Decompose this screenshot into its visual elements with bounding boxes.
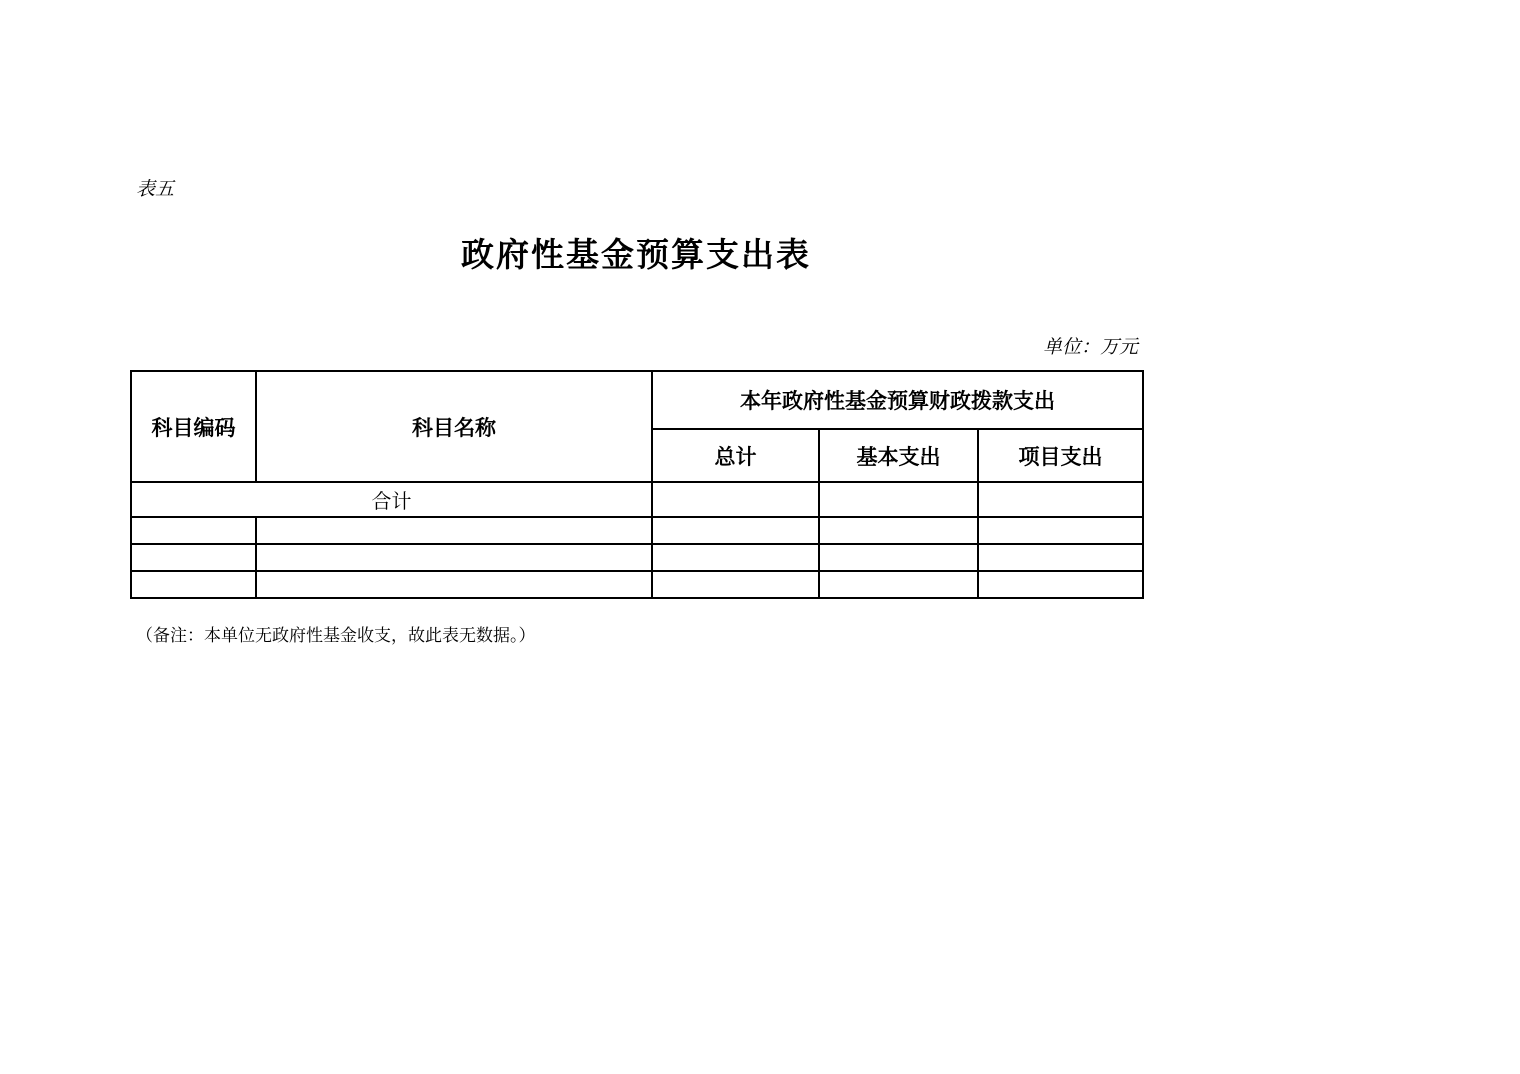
header-cell-total: 总计 — [652, 429, 819, 482]
cell-project — [978, 544, 1143, 571]
table-row — [131, 517, 1143, 544]
cell-project — [978, 571, 1143, 598]
cell-name — [256, 571, 652, 598]
cell-project — [978, 517, 1143, 544]
cell-code — [131, 544, 256, 571]
totals-project-cell — [978, 482, 1143, 517]
header-cell-basic-expenditure: 基本支出 — [819, 429, 978, 482]
cell-total — [652, 544, 819, 571]
unit-label: 单位：万元 — [1042, 337, 1138, 358]
cell-basic — [819, 571, 978, 598]
cell-code — [131, 571, 256, 598]
cell-name — [256, 517, 652, 544]
totals-total-cell — [652, 482, 819, 517]
totals-label-cell: 合计 — [131, 482, 652, 517]
table-row — [131, 544, 1143, 571]
cell-total — [652, 517, 819, 544]
page-title: 政府性基金预算支出表 — [461, 238, 811, 274]
totals-basic-cell — [819, 482, 978, 517]
budget-table — [130, 370, 1144, 599]
note-text: （备注：本单位无政府性基金收支，故此表无数据。） — [136, 626, 536, 645]
cell-basic — [819, 517, 978, 544]
header-cell-group: 本年政府性基金预算财政拨款支出 — [652, 371, 1143, 429]
header-row-group — [131, 371, 1143, 429]
cell-name — [256, 544, 652, 571]
header-cell-subject-name: 科目名称 — [256, 371, 652, 482]
table-row — [131, 571, 1143, 598]
totals-row — [131, 482, 1143, 517]
cell-total — [652, 571, 819, 598]
cell-code — [131, 517, 256, 544]
cell-basic — [819, 544, 978, 571]
header-cell-project-expenditure: 项目支出 — [978, 429, 1143, 482]
header-cell-subject-code: 科目编码 — [131, 371, 256, 482]
table-number-label: 表五 — [136, 179, 175, 200]
